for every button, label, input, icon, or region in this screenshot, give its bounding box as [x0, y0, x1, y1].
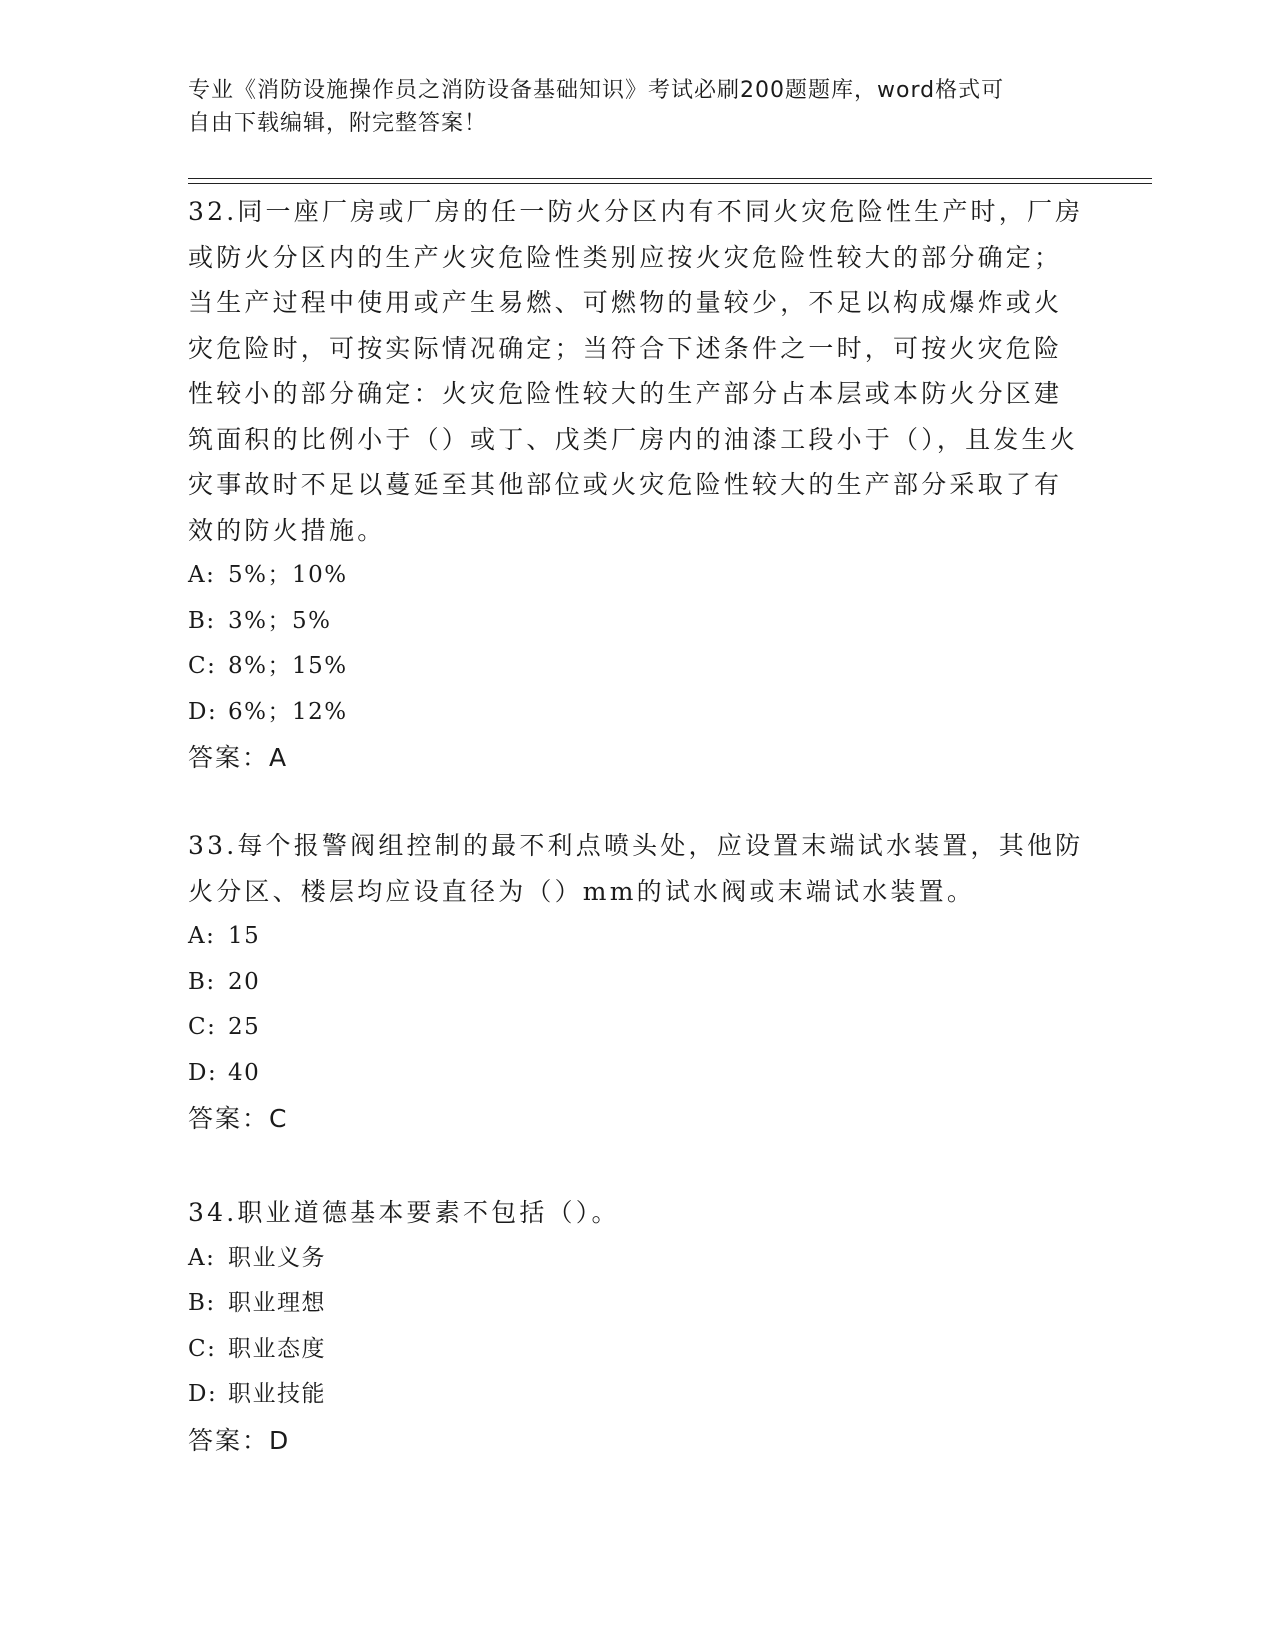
option-label: C:	[188, 1014, 217, 1040]
document-header	[188, 74, 1068, 140]
option-text: 职业理想	[228, 1290, 326, 1316]
header-divider-top	[188, 178, 1152, 179]
option-text: 职业技能	[228, 1381, 326, 1407]
option-label: A:	[188, 562, 216, 588]
option-text: 职业义务	[228, 1244, 326, 1271]
option-label: B:	[188, 1290, 216, 1316]
option-b	[188, 960, 1088, 1006]
option-text: 3%；5%	[228, 607, 332, 634]
answer: 答案：C	[188, 1104, 289, 1133]
option-a	[188, 914, 1088, 960]
option-label: D:	[188, 698, 218, 725]
option-text: 20	[228, 968, 261, 995]
option-text: 5%；10%	[228, 562, 348, 588]
option-text: 15	[228, 923, 261, 949]
option-text: 8%；15%	[228, 653, 348, 679]
option-label: B:	[188, 968, 216, 995]
option-label: A:	[188, 1244, 216, 1271]
option-text: 25	[228, 1014, 261, 1040]
option-label: B:	[188, 607, 216, 634]
option-d	[188, 1051, 1088, 1097]
option-b	[188, 599, 1088, 645]
option-label: C:	[188, 1335, 217, 1362]
header-line-1: 专业《消防设施操作员之消防设备基础知识》考试必刷200题题库，word格式可	[188, 78, 1005, 103]
question-stem: 33.每个报警阀组控制的最不利点喷头处，应设置末端试水装置，其他防火分区、楼层均应设直径为（）mm的试水阀或末端试水装置。	[188, 831, 1084, 906]
option-c	[188, 644, 1088, 690]
question-32	[188, 189, 1088, 781]
option-c	[188, 1327, 1088, 1373]
option-b	[188, 1281, 1088, 1327]
option-label: D:	[188, 1059, 218, 1086]
option-label: A:	[188, 923, 216, 949]
question-stem: 32.同一座厂房或厂房的任一防火分区内有不同火灾危险性生产时，厂房或防火分区内的生产火灾危险性类别应按火灾危险性较大的部分确定；当生产过程中使用或产生易燃、可燃物的量较少，不足以构成爆炸或火灾危险时，可按实际情况确定；当符合下述条件之一时，可按火灾危险性较小的部分确定：火灾危险性较大的生产部分占本层或本防火分区建筑面积的比例小于（）或丁、戊类厂房内的油漆工段小于（），且发生火灾事故时不足以蔓延至其他部位或火灾危险性较大的生产部分采取了有效的防火措施。	[188, 197, 1084, 545]
answer: 答案：A	[188, 743, 289, 772]
question-33	[188, 823, 1088, 1142]
header-divider-bottom	[188, 183, 1152, 184]
option-text: 职业态度	[228, 1335, 326, 1362]
option-text: 6%；12%	[228, 698, 348, 725]
option-c	[188, 1005, 1088, 1051]
option-d	[188, 690, 1088, 736]
question-stem: 34.职业道德基本要素不包括（）。	[188, 1198, 620, 1227]
header-line-2: 自由下载编辑，附完整答案！	[188, 111, 488, 136]
option-label: C:	[188, 653, 217, 679]
option-label: D:	[188, 1381, 218, 1407]
option-a	[188, 1236, 1088, 1282]
question-34	[188, 1190, 1088, 1463]
answer: 答案：D	[188, 1425, 291, 1455]
option-d	[188, 1372, 1088, 1418]
option-a	[188, 553, 1088, 599]
option-text: 40	[228, 1059, 261, 1086]
